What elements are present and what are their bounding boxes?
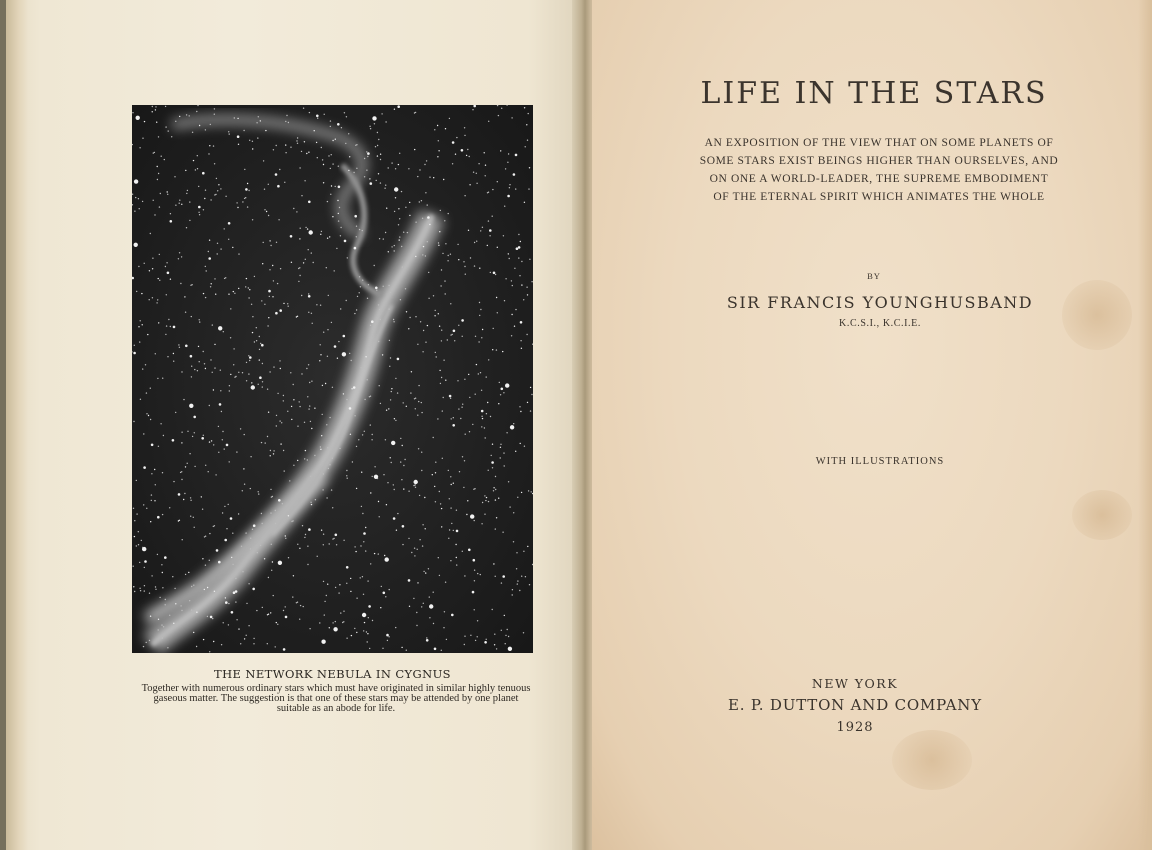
- publisher-name: E. P. DUTTON AND COMPANY: [728, 696, 982, 714]
- subtitle-line: SOME STARS EXIST BEINGS HIGHER THAN OURSELVES, AND: [699, 155, 1059, 167]
- paper-stain: [892, 730, 972, 790]
- publication-year: 1928: [836, 720, 874, 735]
- subtitle-line: OF THE ETERNAL SPIRIT WHICH ANIMATES THE WHOLE: [713, 191, 1045, 203]
- plate-caption-title: THE NETWORK NEBULA IN CYGNUS: [214, 667, 451, 681]
- paper-stain: [1072, 490, 1132, 540]
- plate-caption-text: [132, 684, 540, 714]
- subtitle-line: ON ONE A WORLD-LEADER, THE SUPREME EMBODIMENT: [709, 173, 1049, 185]
- subtitle-line: AN EXPOSITION OF THE VIEW THAT ON SOME PLANETS OF: [704, 137, 1054, 149]
- plate-caption-line: Together with numerous ordinary stars which must have originated in similar highly tenuous: [141, 683, 531, 694]
- book-subtitle: [650, 134, 1108, 206]
- right-page-title-page: [592, 0, 1152, 850]
- plate-caption-line: gaseous matter. The suggestion is that one of these stars may be attended by one planet: [153, 693, 519, 704]
- plate-caption-line: suitable as an abode for life.: [276, 703, 396, 714]
- title-block: [644, 76, 1104, 111]
- author-honours: K.C.S.I., K.C.I.E.: [839, 318, 921, 329]
- nebula-photograph-plate: [132, 105, 533, 653]
- author-name: SIR FRANCIS YOUNGHUSBAND: [726, 293, 1034, 312]
- left-page-frontispiece: [6, 0, 586, 850]
- publication-place: NEW YORK: [811, 676, 899, 691]
- paper-stain: [1062, 280, 1132, 350]
- by-line: BY: [867, 271, 881, 281]
- page-edge: [6, 0, 28, 850]
- book-title: LIFE IN THE STARS: [700, 76, 1048, 111]
- illustrations-note: WITH ILLUSTRATIONS: [815, 456, 945, 467]
- nebula-photograph: [132, 105, 533, 653]
- page-edge: [1138, 0, 1152, 850]
